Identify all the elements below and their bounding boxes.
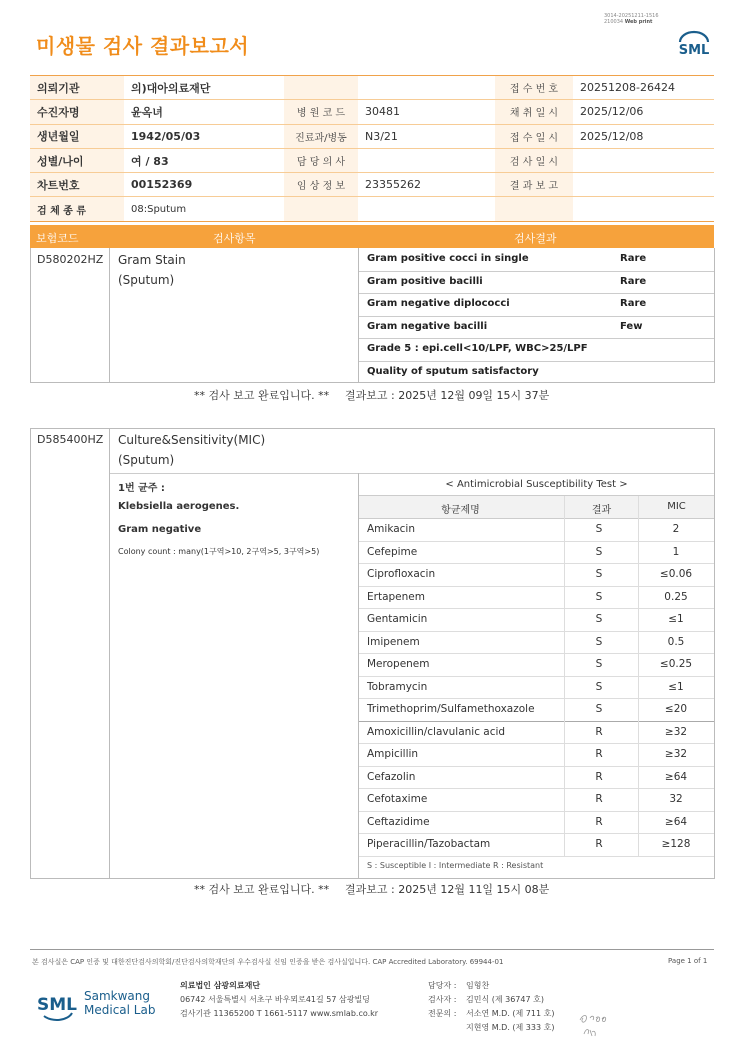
gram-result-label: Gram positive bacilli <box>367 275 483 287</box>
ast-row <box>359 721 714 745</box>
staff-role: 전문의 : <box>428 1009 457 1018</box>
report-code-line2: 210034 <box>604 19 624 25</box>
ast-result: S <box>595 523 603 535</box>
patient-label-h3: 결 과 보 고 <box>495 173 573 197</box>
ast-drug-name: Imipenem <box>367 635 420 648</box>
patient-label-h2: 진료과/병동 <box>284 124 358 148</box>
ast-mic: 0.25 <box>664 590 688 603</box>
staff-line <box>428 1007 554 1021</box>
ast-title: < Antimicrobial Susceptibility Test > <box>359 474 714 496</box>
patient-label-h1: 차트번호 <box>30 173 124 197</box>
staff-line <box>428 1021 554 1035</box>
gram-result-label: Gram negative bacilli <box>367 320 488 332</box>
ast-row <box>359 518 714 542</box>
ast-result: S <box>595 680 603 693</box>
patient-label-h2: 병 원 코 드 <box>284 100 358 124</box>
ast-drug-name: Cefepime <box>367 545 418 558</box>
gram-result-row <box>359 271 714 295</box>
gram-code: D580202HZ <box>37 253 104 266</box>
col-insurance-code: 보험코드 <box>36 232 79 245</box>
gram-result-label: Gram negative diplococci <box>367 298 510 309</box>
ast-mic: ≤0.25 <box>659 658 693 670</box>
patient-value-v3: 2025/12/08 <box>573 124 714 148</box>
ast-row <box>359 766 714 790</box>
ast-row <box>359 743 714 767</box>
gram-result-row <box>359 361 714 384</box>
brand-name <box>84 989 155 1017</box>
staff-role: 검사자 : <box>428 995 457 1004</box>
patient-value-v2: 23355262 <box>358 173 495 197</box>
patient-value-v2 <box>358 148 495 172</box>
ast-drug-name: Trimethoprim/Sulfamethoxazole <box>367 703 535 715</box>
patient-label-h3 <box>495 197 573 221</box>
footer-divider <box>30 949 714 950</box>
ast-drug-name: Piperacillin/Tazobactam <box>367 838 491 850</box>
culture-completed: ** 검사 보고 완료입니다. ** <box>194 883 330 896</box>
ast-row <box>359 586 714 610</box>
col-test-result: 검사결과 <box>514 232 557 245</box>
ast-mic: 1 <box>672 545 680 558</box>
patient-value-v3: 2025/12/06 <box>573 100 714 124</box>
staff-line <box>428 979 554 993</box>
patient-label-h1: 생년월일 <box>30 124 124 148</box>
ast-drug-name: Tobramycin <box>367 680 428 693</box>
brand-line1: Samkwang <box>84 989 150 1003</box>
patient-label-h3: 접 수 번 호 <box>495 76 573 100</box>
ast-drug-name: Cefotaxime <box>367 793 428 805</box>
ast-mic: ≤1 <box>668 613 684 625</box>
ast-row <box>359 563 714 587</box>
ast-result: S <box>595 658 603 670</box>
ast-mic: 2 <box>672 523 680 535</box>
ast-row <box>359 608 714 632</box>
staff-name: 임형찬 <box>466 981 490 990</box>
signature <box>578 1008 618 1040</box>
gram-specimen: (Sputum) <box>118 273 175 287</box>
org-address: 06742 서울특별시 서초구 바우뫼로41길 57 삼광빌딩 <box>180 995 370 1004</box>
gram-result-label: Grade 5 : epi.cell<10/LPF, WBC>25/LPF <box>367 343 588 354</box>
patient-label-h2 <box>284 76 358 100</box>
org-info <box>180 979 378 1021</box>
ast-mic: ≤1 <box>668 680 684 693</box>
ast-mic: 32 <box>669 793 683 805</box>
ast-drug-name: Meropenem <box>367 658 430 670</box>
patient-label-h1: 수진자명 <box>30 100 124 124</box>
patient-label-h2: 임 상 정 보 <box>284 173 358 197</box>
ast-result: S <box>595 703 603 715</box>
gram-result-row <box>359 316 714 340</box>
ast-drug-name: Ampicillin <box>367 748 419 760</box>
gram-result-label: Quality of sputum satisfactory <box>367 365 539 377</box>
ast-drug-name: Amikacin <box>367 523 416 535</box>
patient-value-v1: 1942/05/03 <box>124 124 284 148</box>
ast-drug-name: Ciprofloxacin <box>367 568 436 580</box>
gram-result-label: Gram positive cocci in single <box>367 253 529 264</box>
patient-label-h3: 검 사 일 시 <box>495 148 573 172</box>
ast-col-result: 결과 <box>591 505 612 516</box>
ast-result: S <box>595 635 603 648</box>
samkwang-logo <box>36 980 78 1024</box>
ast-drug-name: Ceftazidime <box>367 815 430 828</box>
page-number: Page 1 of 1 <box>668 957 708 965</box>
ast-row <box>359 811 714 835</box>
patient-label-h1: 검 체 종 류 <box>30 197 124 221</box>
organism-gram: Gram negative <box>118 524 202 535</box>
ast-mic: ≤20 <box>664 703 688 715</box>
staff-name: 서소연 M.D. (제 711 호) <box>466 1009 555 1018</box>
ast-result: S <box>595 590 603 603</box>
ast-drug-name: Amoxicillin/clavulanic acid <box>367 725 506 738</box>
ast-mic: ≥64 <box>664 770 688 783</box>
colony-count: Colony count : many(1구역>10, 2구역>5, 3구역>5) <box>118 547 320 556</box>
gram-result-value: Rare <box>620 253 647 264</box>
ast-result: R <box>595 838 603 850</box>
ast-column-header <box>359 496 714 519</box>
gram-result-row <box>359 293 714 317</box>
patient-value-v3: 20251208-26424 <box>573 76 714 100</box>
org-contact: 검사기관 11365200 T 1661-5117 www.smlab.co.kr <box>180 1009 379 1018</box>
sml-logo-text: SML <box>678 43 710 58</box>
patient-info-row <box>30 148 714 172</box>
ast-result: R <box>595 770 603 783</box>
patient-info-row <box>30 173 714 197</box>
patient-value-v2: N3/21 <box>358 124 495 148</box>
patient-value-v2 <box>358 76 495 100</box>
staff-role: 담당자 : <box>428 981 457 990</box>
ast-mic: ≥128 <box>661 838 691 850</box>
organism-number: 1번 균주 : <box>118 483 165 494</box>
patient-label-h3: 접 수 일 시 <box>495 124 573 148</box>
ast-row <box>359 676 714 700</box>
patient-value-v2 <box>358 197 495 221</box>
patient-label-h1: 성별/나이 <box>30 148 124 172</box>
report-title: 미생물 검사 결과보고서 <box>36 34 250 58</box>
gram-report-time: 결과보고 : 2025년 12월 09일 15시 37분 <box>345 389 550 402</box>
patient-value-v1: 의)대아의료재단 <box>124 76 284 100</box>
ast-result: S <box>595 568 603 580</box>
staff-list <box>428 979 554 1035</box>
report-code <box>604 13 659 25</box>
organism-name: Klebsiella aerogenes. <box>118 501 240 512</box>
patient-label-h3: 채 취 일 시 <box>495 100 573 124</box>
patient-label-h2 <box>284 197 358 221</box>
patient-value-v1: 00152369 <box>124 173 284 197</box>
ast-row <box>359 788 714 812</box>
gram-result-value: Few <box>620 320 643 332</box>
ast-drug-name: Ertapenem <box>367 590 425 603</box>
culture-specimen: (Sputum) <box>118 453 175 467</box>
staff-name: 김민식 (제 36747 호) <box>466 995 544 1004</box>
ast-result: R <box>595 793 603 805</box>
gram-test-name: Gram Stain <box>118 253 186 267</box>
ast-col-mic: MIC <box>667 501 686 512</box>
samkwang-logo-text: SML <box>37 995 77 1015</box>
ast-mic: ≥64 <box>664 815 688 828</box>
patient-info-table <box>30 75 714 222</box>
patient-value-v3 <box>573 197 714 221</box>
culture-code: D585400HZ <box>37 433 104 446</box>
patient-info-row <box>30 124 714 148</box>
patient-info-row <box>30 100 714 124</box>
patient-value-v3 <box>573 173 714 197</box>
ast-row <box>359 653 714 677</box>
accreditation-note: 본 검사실은 CAP 인증 및 대한진단검사의학회/진단검사의학재단의 우수검사실 신임 인증을 받은 검사실입니다. CAP Accredited Laboratory. 69944-01 <box>32 958 504 966</box>
ast-mic: ≥32 <box>664 725 688 738</box>
ast-mic: ≥32 <box>664 748 688 760</box>
sml-logo <box>676 30 712 60</box>
patient-label-h2: 담 당 의 사 <box>284 148 358 172</box>
ast-row <box>359 833 714 857</box>
patient-value-v2: 30481 <box>358 100 495 124</box>
ast-result: R <box>595 725 603 738</box>
culture-report-time: 결과보고 : 2025년 12월 11일 15시 08분 <box>345 883 550 896</box>
col-test-item: 검사항목 <box>213 232 256 245</box>
patient-value-v1: 윤옥녀 <box>124 100 284 124</box>
ast-result: S <box>595 545 603 558</box>
ast-result: S <box>595 613 603 625</box>
patient-value-v1: 여 / 83 <box>124 148 284 172</box>
ast-mic: ≤0.06 <box>659 568 693 580</box>
gram-result-row <box>359 338 714 362</box>
culture-test-name: Culture&Sensitivity(MIC) <box>118 433 266 447</box>
web-print-label: Web print <box>624 19 653 25</box>
ast-row <box>359 541 714 565</box>
ast-drug-name: Gentamicin <box>367 613 428 625</box>
staff-line <box>428 993 554 1007</box>
patient-info-row <box>30 197 714 221</box>
patient-info-row <box>30 76 714 100</box>
report-code-line1: 3014-20251211-1516 <box>604 13 659 19</box>
brand-line2: Medical Lab <box>84 1003 156 1017</box>
gram-result-row <box>359 248 714 272</box>
gram-completed: ** 검사 보고 완료입니다. ** <box>194 389 330 402</box>
patient-value-v1: 08:Sputum <box>124 197 284 221</box>
patient-value-v3 <box>573 148 714 172</box>
ast-row <box>359 698 714 722</box>
ast-row <box>359 631 714 655</box>
ast-result: R <box>595 815 603 828</box>
gram-result-value: Rare <box>620 275 647 287</box>
ast-drug-name: Cefazolin <box>367 770 416 783</box>
patient-label-h1: 의뢰기관 <box>30 76 124 100</box>
result-header-bar <box>30 225 714 248</box>
gram-result-value: Rare <box>620 298 647 309</box>
org-name: 의료법인 삼광의료재단 <box>180 981 261 990</box>
ast-mic: 0.5 <box>667 635 685 648</box>
ast-col-drug: 항균제명 <box>441 505 480 516</box>
ast-legend: S : Susceptible I : Intermediate R : Resistant <box>367 861 544 870</box>
staff-name: 지현영 M.D. (제 333 호) <box>466 1023 555 1032</box>
ast-result: R <box>595 748 603 760</box>
